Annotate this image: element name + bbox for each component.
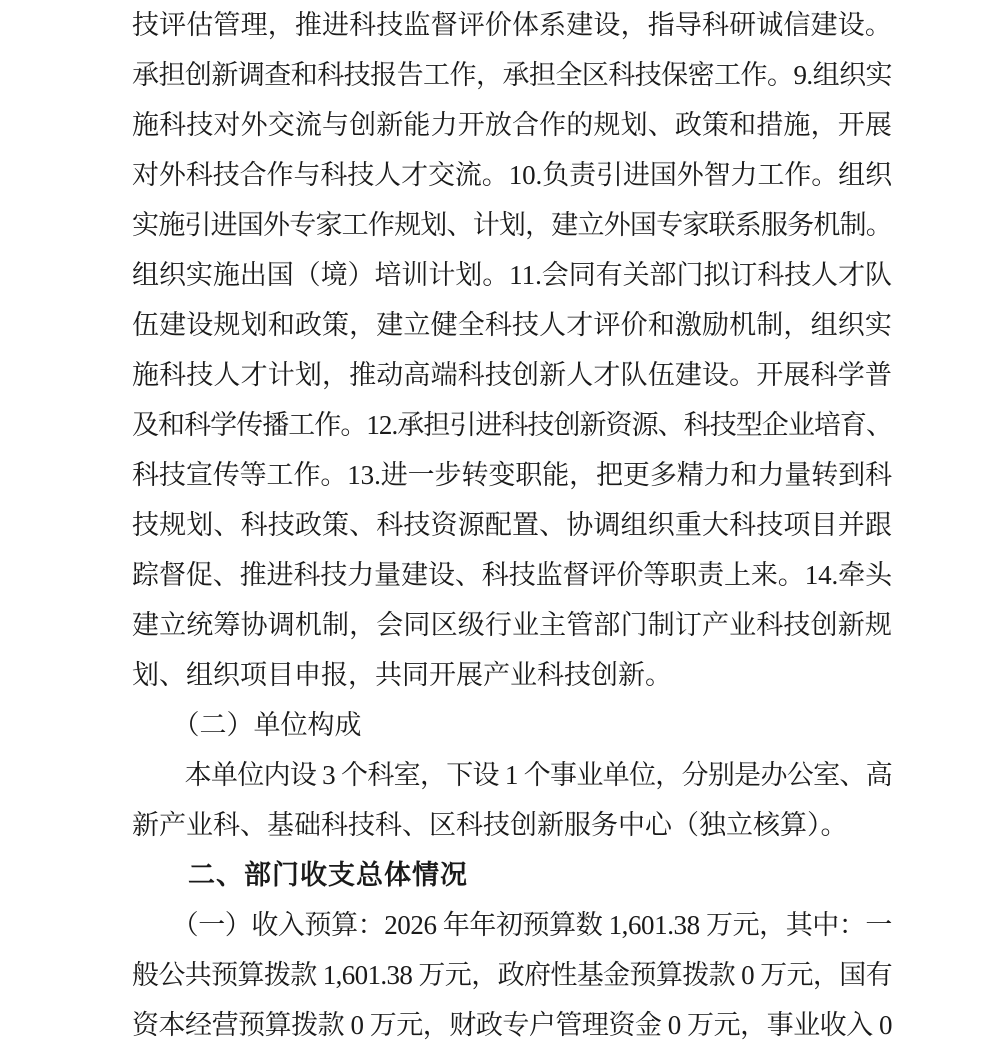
text-line: 对外科技合作与科技人才交流。10.负责引进国外智力工作。组织 [132, 160, 892, 190]
text-line: 技评估管理，推进科技监督评价体系建设，指导科研诚信建设。 [132, 10, 892, 40]
text-line: 技规划、科技政策、科技资源配置、协调组织重大科技项目并跟 [132, 510, 892, 540]
text-line: 承担创新调查和科技报告工作，承担全区科技保密工作。9.组织实 [132, 60, 892, 90]
text-line: 施科技人才计划，推动高端科技创新人才队伍建设。开展科学普 [132, 360, 892, 390]
text-line: （一）收入预算：2026 年年初预算数 1,601.38 万元，其中：一 [132, 910, 892, 940]
text-line: 踪督促、推进科技力量建设、科技监督评价等职责上来。14.牵头 [132, 560, 892, 590]
document-page [132, 0, 892, 1043]
text-line: 伍建设规划和政策，建立健全科技人才评价和激励机制，组织实 [132, 310, 892, 340]
text-line: 施科技对外交流与创新能力开放合作的规划、政策和措施，开展 [132, 110, 892, 140]
text-line: 资本经营预算拨款 0 万元，财政专户管理资金 0 万元，事业收入 0 [132, 1010, 892, 1040]
text-line: 科技宣传等工作。13.进一步转变职能，把更多精力和力量转到科 [132, 460, 892, 490]
text-line: 本单位内设 3 个科室，下设 1 个事业单位，分别是办公室、高 [132, 760, 892, 790]
text-line: 般公共预算拨款 1,601.38 万元，政府性基金预算拨款 0 万元，国有 [132, 960, 892, 990]
text-line: 及和科学传播工作。12.承担引进科技创新资源、科技型企业培育、 [132, 410, 892, 440]
text-line: 实施引进国外专家工作规划、计划，建立外国专家联系服务机制。 [132, 210, 892, 240]
text-line: （二）单位构成 [132, 710, 362, 740]
text-line: 建立统筹协调机制，会同区级行业主管部门制订产业科技创新规 [132, 610, 892, 640]
section-heading: 二、部门收支总体情况 [132, 860, 468, 890]
text-line: 新产业科、基础科技科、区科技创新服务中心（独立核算）。 [132, 810, 848, 840]
text-line: 划、组织项目申报，共同开展产业科技创新。 [132, 660, 672, 690]
text-line: 组织实施出国（境）培训计划。11.会同有关部门拟订科技人才队 [132, 260, 892, 290]
